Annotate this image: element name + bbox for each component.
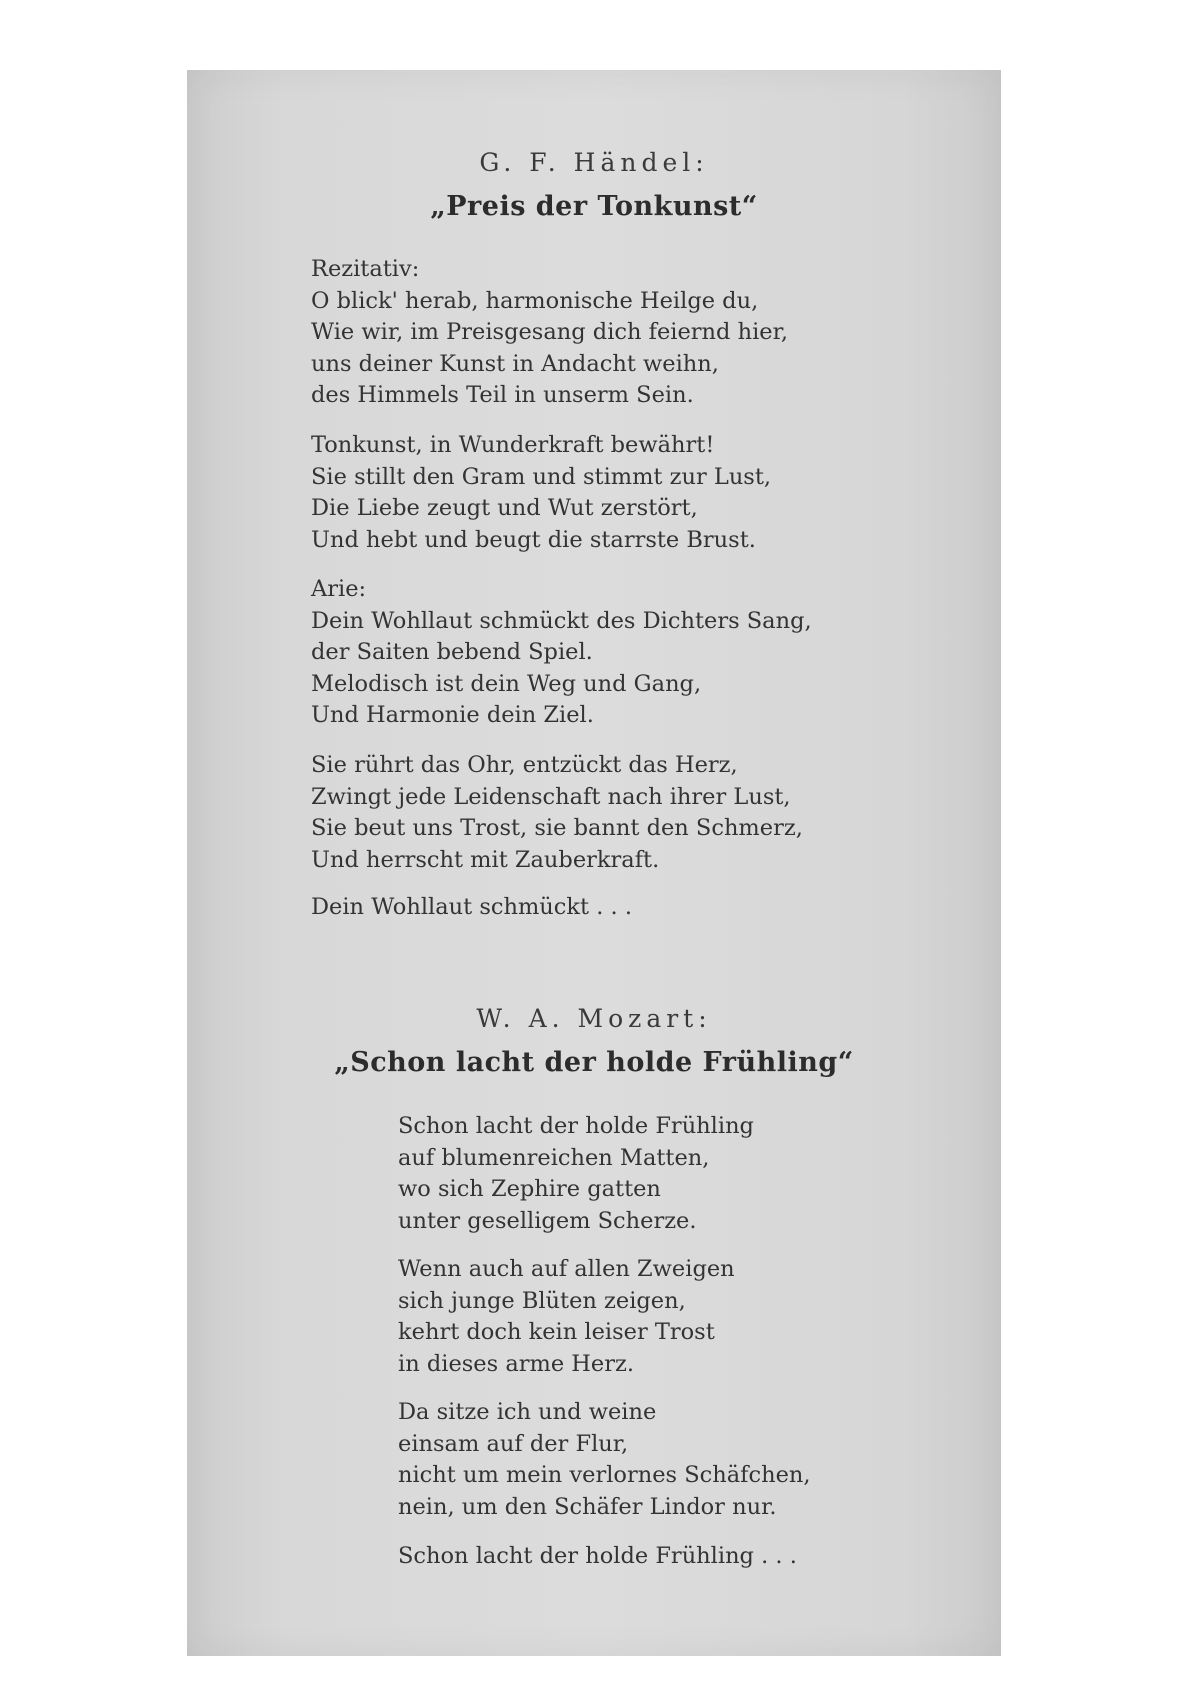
verse-line: Sie rührt das Ohr, entzückt das Herz, xyxy=(311,752,738,778)
composer-name: W. A. Mozart: xyxy=(476,1004,712,1033)
stanza xyxy=(311,430,771,556)
verse-line: des Himmels Teil in unserm Sein. xyxy=(311,382,694,408)
verse-line: nicht um mein verlornes Schäfchen, xyxy=(398,1462,811,1488)
verse-line: Zwingt jede Leidenschaft nach ihrer Lust, xyxy=(311,783,791,810)
stanza xyxy=(398,1254,735,1380)
verse-line: sich junge Blüten zeigen, xyxy=(398,1287,686,1314)
verse-line: der Saiten bebend Spiel. xyxy=(311,639,593,665)
verse-line: Schon lacht der holde Frühling xyxy=(398,1113,754,1139)
verse-line: unter geselligem Scherze. xyxy=(398,1207,697,1234)
verse-line: Und hebt und beugt die starrste Brust. xyxy=(311,526,756,553)
work-title: „Preis der Tonkunst“ xyxy=(430,191,758,222)
stanza xyxy=(398,1111,754,1237)
verse-line: einsam auf der Flur, xyxy=(398,1430,629,1457)
verse-line: O blick' herab, harmonische Heilge du, xyxy=(311,287,759,314)
verse-line: Und herrscht mit Zauberkraft. xyxy=(311,846,660,873)
verse-line: in dieses arme Herz. xyxy=(398,1350,634,1377)
verse-line: wo sich Zephire gatten xyxy=(398,1176,661,1202)
program-sheet xyxy=(187,70,1001,1656)
stanza xyxy=(398,1397,811,1523)
stanza-reprise xyxy=(311,892,632,924)
section-label-arie: Arie: xyxy=(311,576,367,602)
verse-line: Die Liebe zeugt und Wut zerstört, xyxy=(311,495,698,521)
verse-line: Und Harmonie dein Ziel. xyxy=(311,702,594,728)
section-label-rezitativ: Rezitativ: xyxy=(311,256,420,282)
verse-line: Dein Wohllaut schmückt des Dichters Sang, xyxy=(311,607,812,634)
verse-line: Da sitze ich und weine xyxy=(398,1399,657,1425)
verse-line: Dein Wohllaut schmückt . . . xyxy=(311,894,632,920)
work-title: „Schon lacht der holde Frühling“ xyxy=(334,1047,854,1078)
verse-line: uns deiner Kunst in Andacht weihn, xyxy=(311,350,719,377)
verse-line: Wenn auch auf allen Zweigen xyxy=(398,1256,735,1282)
stanza-reprise xyxy=(398,1541,797,1573)
stanza xyxy=(311,750,803,876)
stanza-aria xyxy=(311,574,812,732)
verse-line: Melodisch ist dein Weg und Gang, xyxy=(311,670,702,697)
verse-line: auf blumenreichen Matten, xyxy=(398,1144,710,1171)
verse-line: Schon lacht der holde Frühling . . . xyxy=(398,1543,797,1569)
verse-line: Sie stillt den Gram und stimmt zur Lust, xyxy=(311,463,772,490)
verse-line: Wie wir, im Preisgesang dich feiernd hier, xyxy=(311,319,789,345)
stanza-recitative xyxy=(311,254,788,412)
composer-name: G. F. Händel: xyxy=(479,148,709,177)
verse-line: Tonkunst, in Wunderkraft bewährt! xyxy=(311,432,715,458)
verse-line: kehrt doch kein leiser Trost xyxy=(398,1319,715,1345)
verse-line: nein, um den Schäfer Lindor nur. xyxy=(398,1493,777,1520)
verse-line: Sie beut uns Trost, sie bannt den Schmerz, xyxy=(311,815,803,841)
